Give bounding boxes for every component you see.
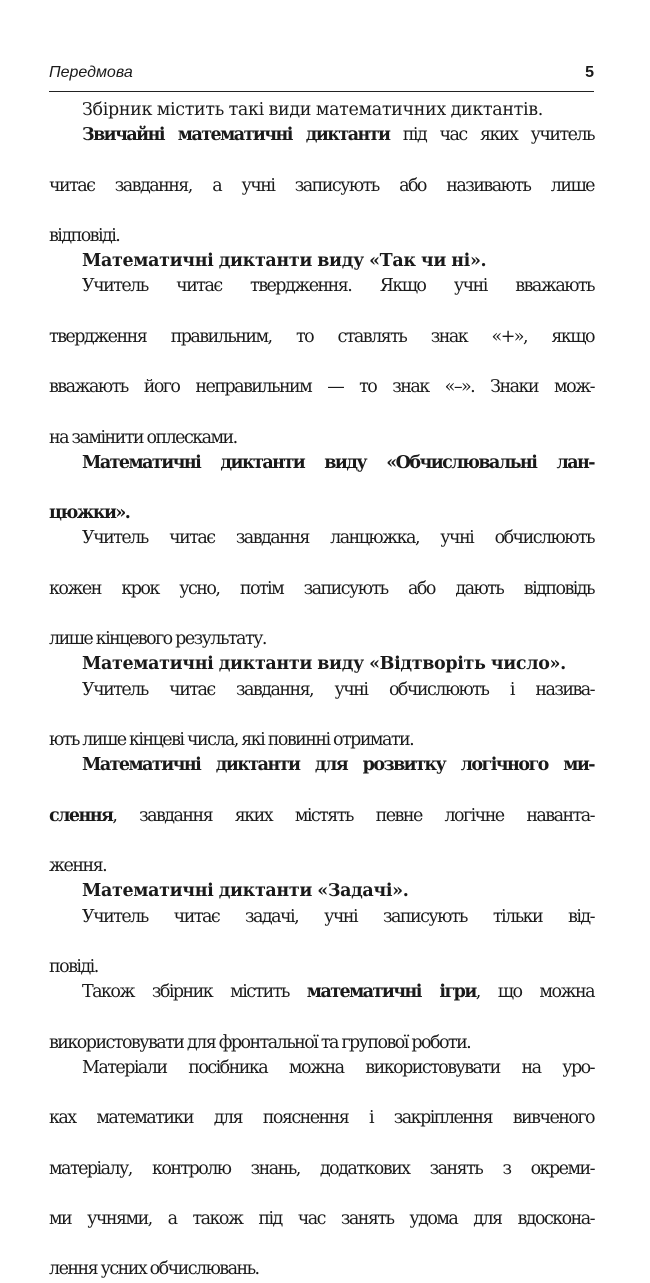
text-run: ження. (49, 856, 107, 877)
text-run: вважають його неправильним — то знак «–». Знаки мож- (49, 377, 594, 398)
page-body (49, 98, 594, 1283)
text-run: ють лише кінцеві числа, які повинні отримати. (49, 730, 414, 751)
text-run: лише кінцевого результату. (49, 629, 266, 650)
text-run: матеріалу, контролю знань, додаткових занять з окреми- (49, 1158, 594, 1179)
header-rule (49, 91, 594, 92)
bold-term: Математичні диктанти «Задачі». (82, 881, 409, 902)
bold-term: математичні ігри (306, 982, 476, 1003)
paragraph (49, 905, 594, 981)
text-run: лення усних обчислювань. (49, 1259, 259, 1280)
text-run: Учитель читає завдання ланцюжка, учні обчислюють (82, 528, 594, 549)
text-run: повіді. (49, 956, 98, 977)
text-run: Збірник містить такі види математичних диктантів. (82, 100, 543, 120)
text-run: Учитель читає завдання, учні обчислюють і назива- (82, 679, 594, 700)
text-run: ми учнями, а також під час занять удома для вдоскона- (49, 1208, 594, 1229)
paragraph (49, 678, 594, 754)
text-run: Також збірник містить (82, 982, 307, 1003)
paragraph (49, 753, 594, 879)
running-header (49, 64, 594, 86)
paragraph (49, 274, 594, 450)
bold-term: цюжки». (49, 503, 130, 524)
text-run: використовувати для фронтальної та групової роботи. (49, 1032, 471, 1053)
text-run: Матеріали посібника можна використовувати на уро- (82, 1057, 594, 1078)
bold-term: Математичні диктанти виду «Відтворіть число». (82, 654, 566, 675)
text-run: кожен крок усно, потім записують або дають відповідь (49, 578, 594, 599)
bold-term: Математичні диктанти для розвитку логічного ми- (82, 755, 594, 776)
text-run: на замінити оплесками. (49, 427, 237, 448)
page-number: 5 (585, 64, 594, 81)
text-run: , що можна (475, 982, 594, 1003)
text-run: , завдання яких містять певне логічне наванта- (112, 805, 594, 826)
text-run: ках математики для пояснення і закріплення вивченого (49, 1108, 594, 1129)
text-run: відповіді. (49, 226, 120, 247)
section-title: Передмова (49, 64, 133, 81)
text-run: Учитель читає задачі, учні записують тільки від- (82, 906, 594, 927)
bold-term: Математичні диктанти виду «Так чи ні». (82, 251, 487, 272)
bold-term: Математичні диктанти виду «Обчислювальні лан- (82, 452, 594, 473)
bold-term: Звичайні математичні диктанти (82, 125, 390, 146)
paragraph (49, 526, 594, 652)
paragraph (49, 98, 594, 123)
paragraph (49, 879, 594, 904)
text-run: твердження правильним, то ставлять знак «+», якщо (49, 326, 594, 347)
paragraph (49, 249, 594, 274)
paragraph (49, 451, 594, 527)
paragraph (49, 980, 594, 1056)
paragraph (49, 1056, 594, 1283)
text-run: Учитель читає твердження. Якщо учні вважають (82, 276, 594, 297)
paragraph (49, 123, 594, 249)
paragraph (49, 652, 594, 677)
text-run: під час яких учитель (389, 125, 595, 146)
bold-term: слення (49, 805, 113, 826)
text-run: читає завдання, а учні записують або називають лише (49, 175, 594, 196)
